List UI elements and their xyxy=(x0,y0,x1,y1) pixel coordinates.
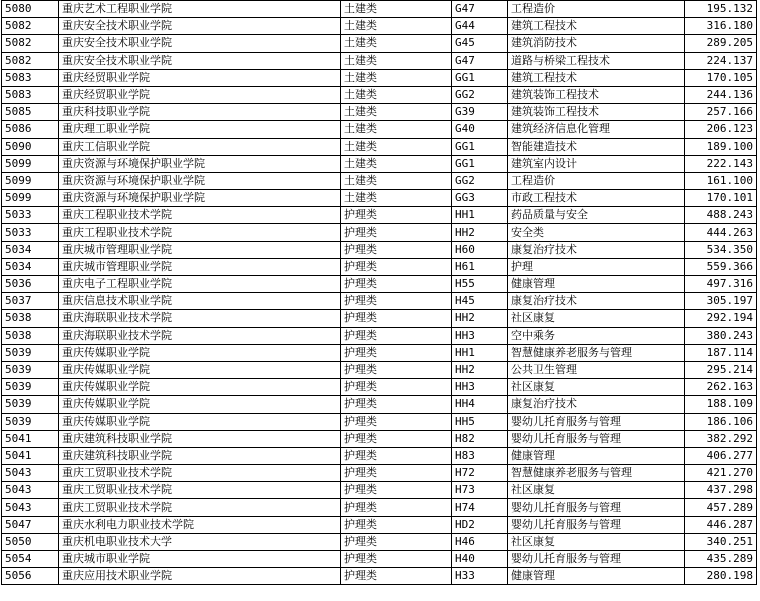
major-code-cell: H83 xyxy=(452,447,508,464)
school-code-cell: 5099 xyxy=(2,155,59,172)
major-name-cell: 智慧健康养老服务与管理 xyxy=(508,465,685,482)
score-cell: 295.214 xyxy=(685,361,757,378)
category-cell: 护理类 xyxy=(341,499,452,516)
school-code-cell: 5082 xyxy=(2,35,59,52)
school-name-cell: 重庆城市管理职业学院 xyxy=(59,241,341,258)
school-code-cell: 5099 xyxy=(2,190,59,207)
major-code-cell: HH1 xyxy=(452,207,508,224)
category-cell: 护理类 xyxy=(341,430,452,447)
major-name-cell: 公共卫生管理 xyxy=(508,361,685,378)
major-name-cell: 安全类 xyxy=(508,224,685,241)
school-name-cell: 重庆海联职业技术学院 xyxy=(59,310,341,327)
major-name-cell: 社区康复 xyxy=(508,310,685,327)
school-code-cell: 5037 xyxy=(2,293,59,310)
major-code-cell: GG1 xyxy=(452,138,508,155)
major-code-cell: H33 xyxy=(452,568,508,585)
score-cell: 382.292 xyxy=(685,430,757,447)
category-cell: 护理类 xyxy=(341,551,452,568)
school-name-cell: 重庆机电职业技术大学 xyxy=(59,533,341,550)
category-cell: 护理类 xyxy=(341,482,452,499)
school-code-cell: 5056 xyxy=(2,568,59,585)
score-cell: 224.137 xyxy=(685,52,757,69)
school-code-cell: 5083 xyxy=(2,69,59,86)
category-cell: 护理类 xyxy=(341,207,452,224)
table-row xyxy=(2,276,757,293)
table-row xyxy=(2,568,757,585)
major-code-cell: H40 xyxy=(452,551,508,568)
table-row xyxy=(2,104,757,121)
category-cell: 护理类 xyxy=(341,310,452,327)
category-cell: 护理类 xyxy=(341,276,452,293)
table-row xyxy=(2,533,757,550)
school-name-cell: 重庆安全技术职业学院 xyxy=(59,35,341,52)
score-cell: 257.166 xyxy=(685,104,757,121)
school-code-cell: 5043 xyxy=(2,482,59,499)
table-row xyxy=(2,379,757,396)
table-row xyxy=(2,499,757,516)
admission-score-table xyxy=(1,0,757,585)
score-cell: 406.277 xyxy=(685,447,757,464)
table-row xyxy=(2,52,757,69)
table-body xyxy=(2,1,757,585)
table-row xyxy=(2,1,757,18)
score-cell: 305.197 xyxy=(685,293,757,310)
school-code-cell: 5039 xyxy=(2,396,59,413)
score-cell: 206.123 xyxy=(685,121,757,138)
table-row xyxy=(2,293,757,310)
school-name-cell: 重庆水利电力职业技术学院 xyxy=(59,516,341,533)
school-name-cell: 重庆工贸职业技术学院 xyxy=(59,465,341,482)
category-cell: 土建类 xyxy=(341,69,452,86)
score-cell: 244.136 xyxy=(685,86,757,103)
category-cell: 护理类 xyxy=(341,447,452,464)
score-cell: 195.132 xyxy=(685,1,757,18)
score-cell: 435.289 xyxy=(685,551,757,568)
school-name-cell: 重庆传媒职业学院 xyxy=(59,344,341,361)
table-row xyxy=(2,344,757,361)
major-name-cell: 建筑工程技术 xyxy=(508,69,685,86)
category-cell: 护理类 xyxy=(341,241,452,258)
major-code-cell: G39 xyxy=(452,104,508,121)
score-cell: 186.106 xyxy=(685,413,757,430)
major-name-cell: 道路与桥梁工程技术 xyxy=(508,52,685,69)
major-code-cell: H61 xyxy=(452,258,508,275)
major-name-cell: 健康管理 xyxy=(508,447,685,464)
school-name-cell: 重庆工程职业技术学院 xyxy=(59,224,341,241)
school-name-cell: 重庆资源与环境保护职业学院 xyxy=(59,155,341,172)
major-code-cell: G47 xyxy=(452,52,508,69)
table-row xyxy=(2,155,757,172)
table-row xyxy=(2,465,757,482)
school-name-cell: 重庆应用技术职业学院 xyxy=(59,568,341,585)
major-code-cell: G45 xyxy=(452,35,508,52)
category-cell: 护理类 xyxy=(341,293,452,310)
major-name-cell: 建筑经济信息化管理 xyxy=(508,121,685,138)
score-cell: 488.243 xyxy=(685,207,757,224)
major-code-cell: H60 xyxy=(452,241,508,258)
school-code-cell: 5034 xyxy=(2,241,59,258)
major-name-cell: 市政工程技术 xyxy=(508,190,685,207)
major-name-cell: 建筑室内设计 xyxy=(508,155,685,172)
category-cell: 护理类 xyxy=(341,396,452,413)
major-name-cell: 社区康复 xyxy=(508,533,685,550)
table-row xyxy=(2,190,757,207)
category-cell: 土建类 xyxy=(341,121,452,138)
school-code-cell: 5038 xyxy=(2,327,59,344)
major-code-cell: HH2 xyxy=(452,310,508,327)
table-row xyxy=(2,396,757,413)
category-cell: 土建类 xyxy=(341,190,452,207)
major-code-cell: HH5 xyxy=(452,413,508,430)
major-code-cell: H74 xyxy=(452,499,508,516)
major-name-cell: 建筑装饰工程技术 xyxy=(508,86,685,103)
table-row xyxy=(2,172,757,189)
school-name-cell: 重庆传媒职业学院 xyxy=(59,413,341,430)
score-cell: 457.289 xyxy=(685,499,757,516)
category-cell: 护理类 xyxy=(341,465,452,482)
category-cell: 土建类 xyxy=(341,138,452,155)
major-name-cell: 药品质量与安全 xyxy=(508,207,685,224)
school-code-cell: 5038 xyxy=(2,310,59,327)
major-name-cell: 社区康复 xyxy=(508,379,685,396)
school-name-cell: 重庆资源与环境保护职业学院 xyxy=(59,190,341,207)
category-cell: 护理类 xyxy=(341,344,452,361)
school-code-cell: 5083 xyxy=(2,86,59,103)
score-cell: 534.350 xyxy=(685,241,757,258)
category-cell: 护理类 xyxy=(341,413,452,430)
school-name-cell: 重庆工程职业技术学院 xyxy=(59,207,341,224)
major-code-cell: GG1 xyxy=(452,155,508,172)
school-code-cell: 5050 xyxy=(2,533,59,550)
major-code-cell: GG3 xyxy=(452,190,508,207)
school-name-cell: 重庆信息技术职业学院 xyxy=(59,293,341,310)
major-code-cell: G40 xyxy=(452,121,508,138)
score-cell: 170.101 xyxy=(685,190,757,207)
major-name-cell: 建筑消防技术 xyxy=(508,35,685,52)
school-code-cell: 5090 xyxy=(2,138,59,155)
school-name-cell: 重庆资源与环境保护职业学院 xyxy=(59,172,341,189)
table-row xyxy=(2,241,757,258)
score-cell: 292.194 xyxy=(685,310,757,327)
school-name-cell: 重庆安全技术职业学院 xyxy=(59,18,341,35)
major-name-cell: 建筑装饰工程技术 xyxy=(508,104,685,121)
category-cell: 护理类 xyxy=(341,379,452,396)
major-name-cell: 建筑工程技术 xyxy=(508,18,685,35)
table-row xyxy=(2,18,757,35)
school-name-cell: 重庆城市职业学院 xyxy=(59,551,341,568)
major-code-cell: H72 xyxy=(452,465,508,482)
major-name-cell: 工程造价 xyxy=(508,1,685,18)
school-code-cell: 5085 xyxy=(2,104,59,121)
school-name-cell: 重庆工信职业学院 xyxy=(59,138,341,155)
major-name-cell: 婴幼儿托育服务与管理 xyxy=(508,430,685,447)
score-cell: 222.143 xyxy=(685,155,757,172)
score-cell: 316.180 xyxy=(685,18,757,35)
score-cell: 380.243 xyxy=(685,327,757,344)
school-name-cell: 重庆传媒职业学院 xyxy=(59,379,341,396)
school-code-cell: 5080 xyxy=(2,1,59,18)
score-cell: 187.114 xyxy=(685,344,757,361)
score-cell: 559.366 xyxy=(685,258,757,275)
category-cell: 护理类 xyxy=(341,224,452,241)
school-name-cell: 重庆海联职业技术学院 xyxy=(59,327,341,344)
category-cell: 土建类 xyxy=(341,1,452,18)
score-cell: 189.100 xyxy=(685,138,757,155)
score-cell: 289.205 xyxy=(685,35,757,52)
category-cell: 护理类 xyxy=(341,361,452,378)
category-cell: 土建类 xyxy=(341,52,452,69)
school-code-cell: 5054 xyxy=(2,551,59,568)
major-code-cell: G44 xyxy=(452,18,508,35)
major-name-cell: 健康管理 xyxy=(508,276,685,293)
school-name-cell: 重庆艺术工程职业学院 xyxy=(59,1,341,18)
category-cell: 护理类 xyxy=(341,533,452,550)
school-name-cell: 重庆工贸职业技术学院 xyxy=(59,482,341,499)
table-row xyxy=(2,138,757,155)
major-code-cell: HH3 xyxy=(452,327,508,344)
major-name-cell: 智慧健康养老服务与管理 xyxy=(508,344,685,361)
table-row xyxy=(2,69,757,86)
table-row xyxy=(2,224,757,241)
school-code-cell: 5034 xyxy=(2,258,59,275)
table-row xyxy=(2,310,757,327)
major-code-cell: G47 xyxy=(452,1,508,18)
category-cell: 护理类 xyxy=(341,568,452,585)
school-code-cell: 5033 xyxy=(2,224,59,241)
score-cell: 421.270 xyxy=(685,465,757,482)
score-cell: 340.251 xyxy=(685,533,757,550)
table-row xyxy=(2,516,757,533)
table-row xyxy=(2,551,757,568)
table-row xyxy=(2,413,757,430)
table-row xyxy=(2,361,757,378)
major-code-cell: HH1 xyxy=(452,344,508,361)
major-name-cell: 康复治疗技术 xyxy=(508,293,685,310)
table-row xyxy=(2,86,757,103)
major-code-cell: HH2 xyxy=(452,361,508,378)
school-name-cell: 重庆经贸职业学院 xyxy=(59,69,341,86)
school-name-cell: 重庆科技职业学院 xyxy=(59,104,341,121)
score-cell: 280.198 xyxy=(685,568,757,585)
table-row xyxy=(2,327,757,344)
major-name-cell: 护理 xyxy=(508,258,685,275)
major-code-cell: HH4 xyxy=(452,396,508,413)
school-code-cell: 5082 xyxy=(2,18,59,35)
major-name-cell: 康复治疗技术 xyxy=(508,241,685,258)
major-name-cell: 婴幼儿托育服务与管理 xyxy=(508,551,685,568)
school-name-cell: 重庆城市管理职业学院 xyxy=(59,258,341,275)
category-cell: 护理类 xyxy=(341,327,452,344)
school-code-cell: 5041 xyxy=(2,447,59,464)
category-cell: 土建类 xyxy=(341,35,452,52)
major-name-cell: 工程造价 xyxy=(508,172,685,189)
category-cell: 土建类 xyxy=(341,18,452,35)
table-row xyxy=(2,430,757,447)
school-name-cell: 重庆工贸职业技术学院 xyxy=(59,499,341,516)
school-code-cell: 5082 xyxy=(2,52,59,69)
school-code-cell: 5086 xyxy=(2,121,59,138)
major-name-cell: 健康管理 xyxy=(508,568,685,585)
major-code-cell: H46 xyxy=(452,533,508,550)
major-code-cell: GG2 xyxy=(452,86,508,103)
score-cell: 170.105 xyxy=(685,69,757,86)
school-code-cell: 5039 xyxy=(2,344,59,361)
score-cell: 497.316 xyxy=(685,276,757,293)
score-cell: 161.100 xyxy=(685,172,757,189)
school-code-cell: 5039 xyxy=(2,413,59,430)
table-row xyxy=(2,121,757,138)
school-name-cell: 重庆传媒职业学院 xyxy=(59,361,341,378)
category-cell: 土建类 xyxy=(341,155,452,172)
major-code-cell: HD2 xyxy=(452,516,508,533)
major-code-cell: GG1 xyxy=(452,69,508,86)
school-name-cell: 重庆电子工程职业学院 xyxy=(59,276,341,293)
table-row xyxy=(2,35,757,52)
category-cell: 护理类 xyxy=(341,516,452,533)
school-code-cell: 5043 xyxy=(2,465,59,482)
major-code-cell: H82 xyxy=(452,430,508,447)
major-name-cell: 社区康复 xyxy=(508,482,685,499)
major-name-cell: 婴幼儿托育服务与管理 xyxy=(508,516,685,533)
score-cell: 444.263 xyxy=(685,224,757,241)
major-code-cell: HH3 xyxy=(452,379,508,396)
major-name-cell: 婴幼儿托育服务与管理 xyxy=(508,413,685,430)
major-name-cell: 婴幼儿托育服务与管理 xyxy=(508,499,685,516)
major-name-cell: 空中乘务 xyxy=(508,327,685,344)
category-cell: 土建类 xyxy=(341,104,452,121)
major-name-cell: 康复治疗技术 xyxy=(508,396,685,413)
score-cell: 446.287 xyxy=(685,516,757,533)
major-code-cell: H45 xyxy=(452,293,508,310)
school-name-cell: 重庆理工职业学院 xyxy=(59,121,341,138)
school-name-cell: 重庆建筑科技职业学院 xyxy=(59,430,341,447)
school-code-cell: 5041 xyxy=(2,430,59,447)
category-cell: 土建类 xyxy=(341,86,452,103)
school-name-cell: 重庆经贸职业学院 xyxy=(59,86,341,103)
major-code-cell: GG2 xyxy=(452,172,508,189)
table-row xyxy=(2,447,757,464)
school-code-cell: 5039 xyxy=(2,361,59,378)
school-code-cell: 5039 xyxy=(2,379,59,396)
school-name-cell: 重庆传媒职业学院 xyxy=(59,396,341,413)
table-row xyxy=(2,482,757,499)
school-code-cell: 5043 xyxy=(2,499,59,516)
category-cell: 护理类 xyxy=(341,258,452,275)
score-cell: 262.163 xyxy=(685,379,757,396)
score-cell: 188.109 xyxy=(685,396,757,413)
table-row xyxy=(2,258,757,275)
major-code-cell: HH2 xyxy=(452,224,508,241)
school-code-cell: 5047 xyxy=(2,516,59,533)
major-name-cell: 智能建造技术 xyxy=(508,138,685,155)
category-cell: 土建类 xyxy=(341,172,452,189)
school-name-cell: 重庆建筑科技职业学院 xyxy=(59,447,341,464)
school-code-cell: 5099 xyxy=(2,172,59,189)
major-code-cell: H73 xyxy=(452,482,508,499)
school-name-cell: 重庆安全技术职业学院 xyxy=(59,52,341,69)
school-code-cell: 5036 xyxy=(2,276,59,293)
score-cell: 437.298 xyxy=(685,482,757,499)
table-row xyxy=(2,207,757,224)
school-code-cell: 5033 xyxy=(2,207,59,224)
major-code-cell: H55 xyxy=(452,276,508,293)
